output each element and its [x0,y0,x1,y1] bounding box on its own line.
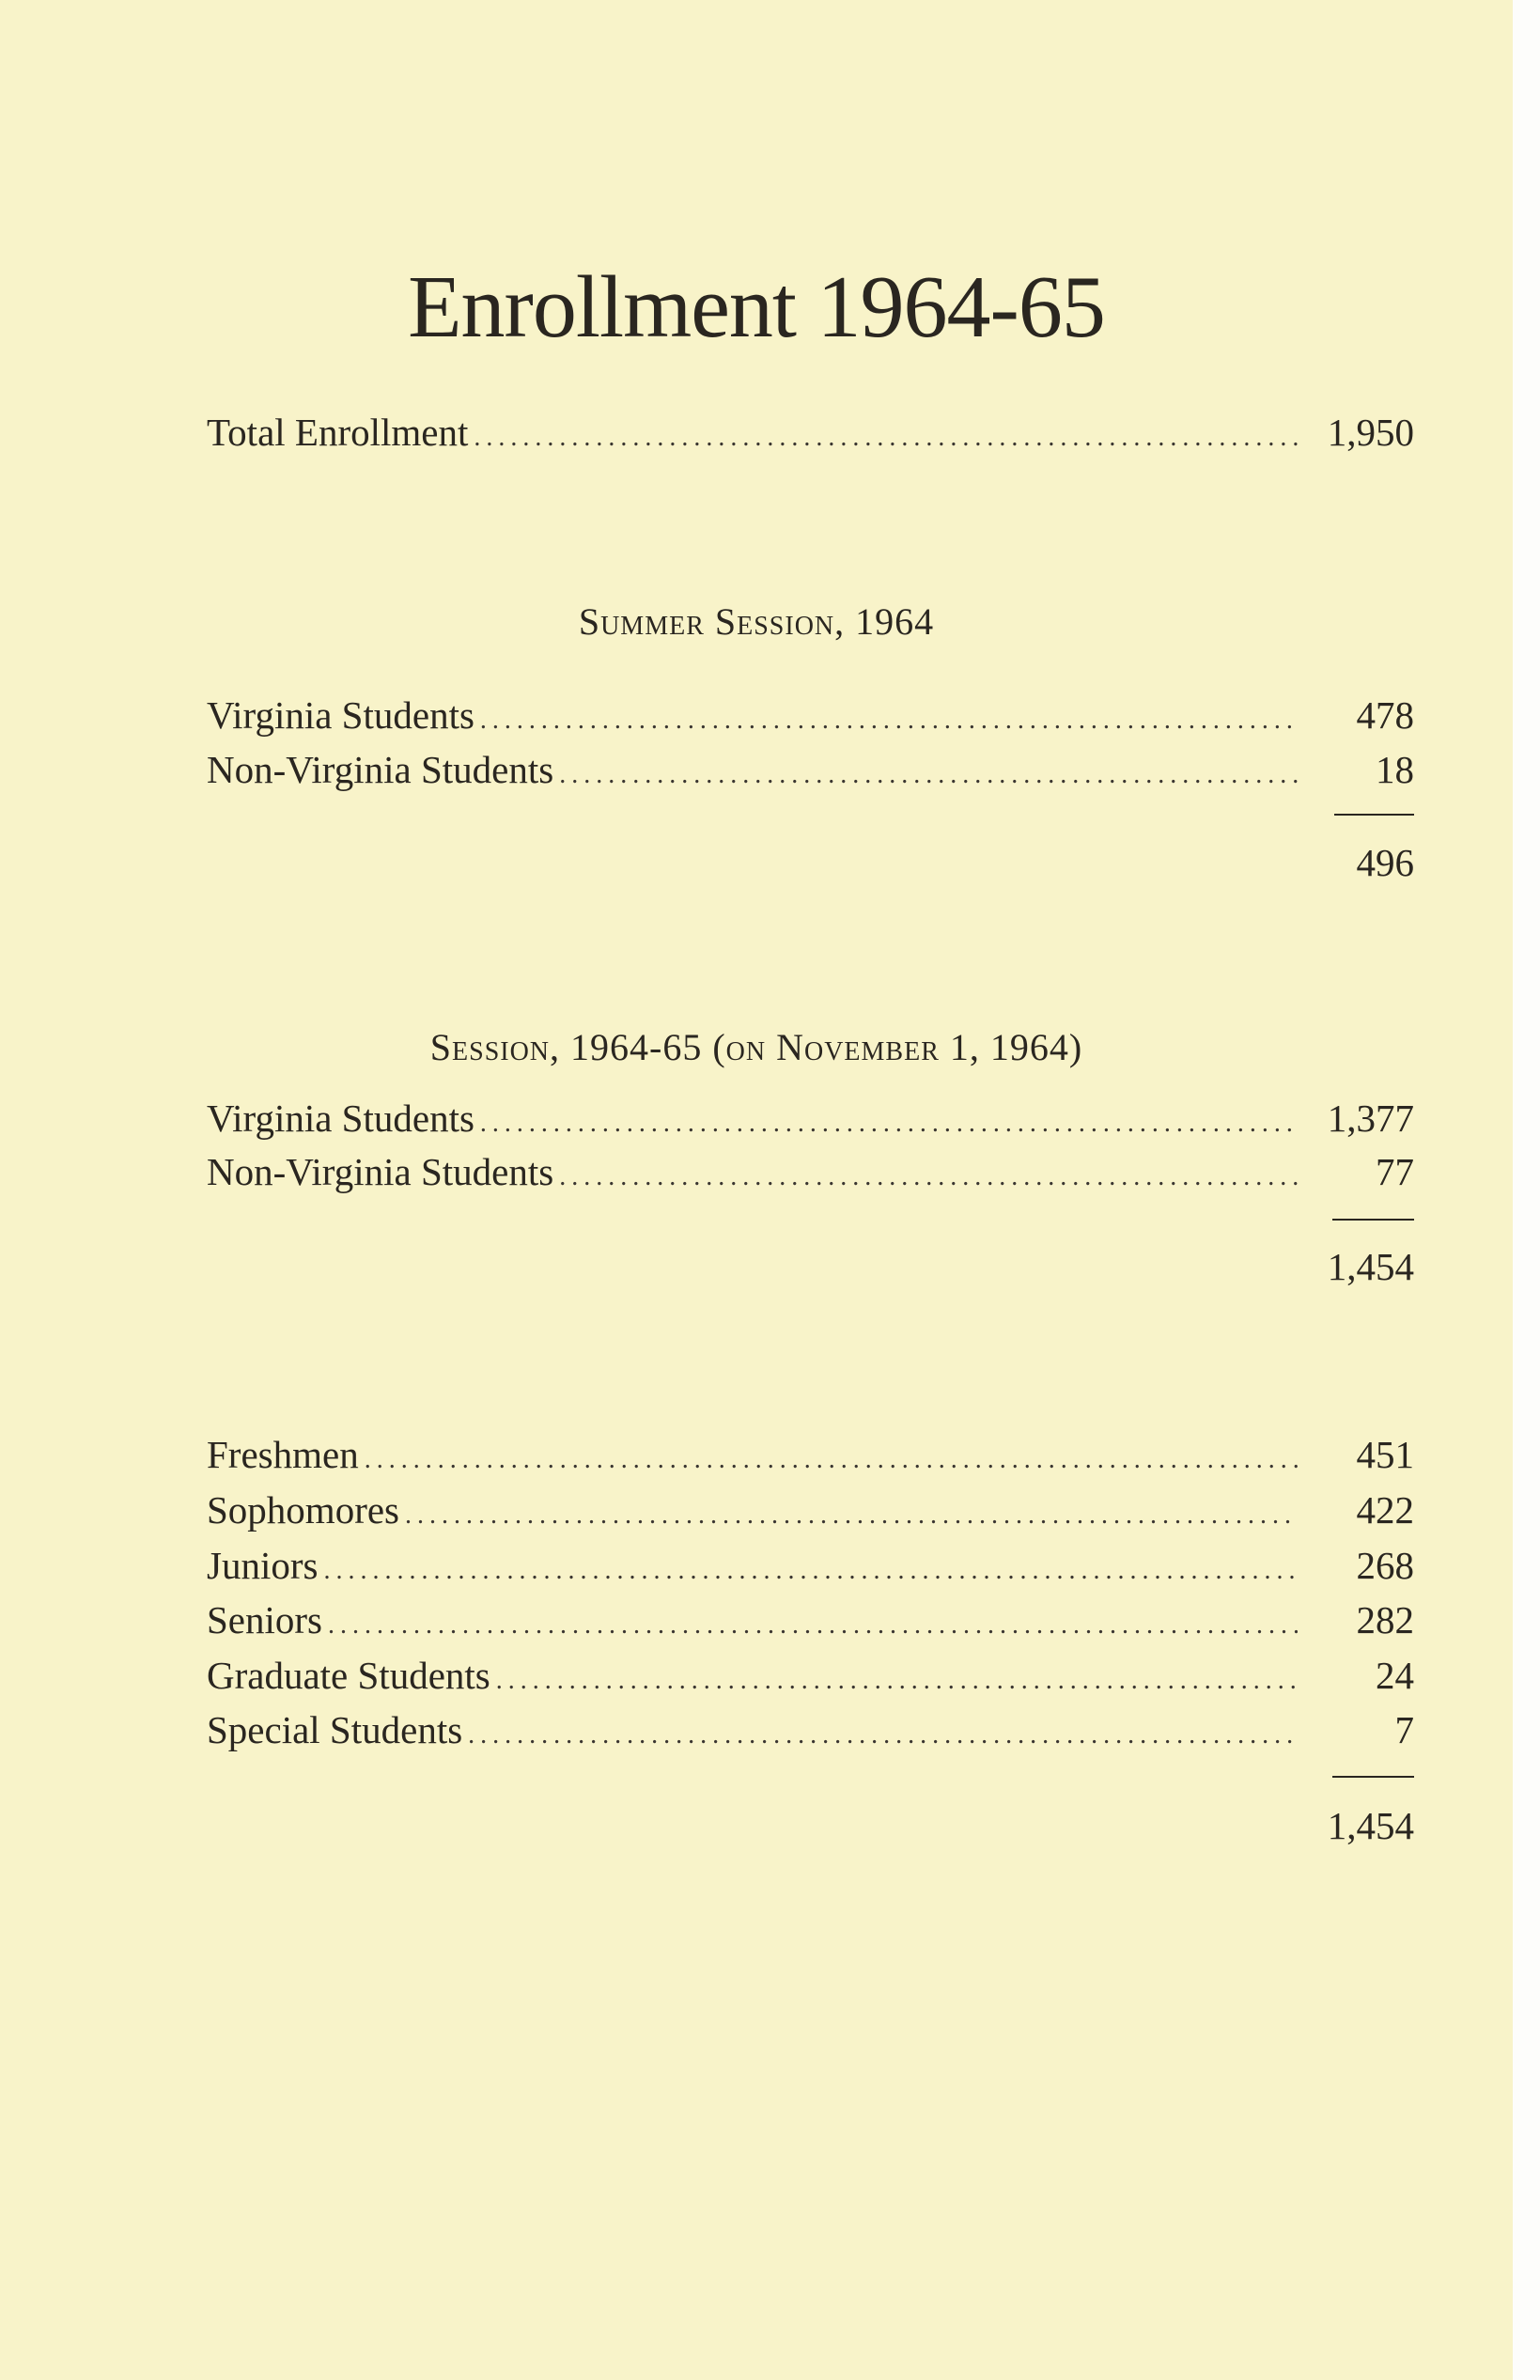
class-row-value: 282 [1356,1598,1414,1641]
summer-row-virginia [207,687,1414,743]
dot-leader [496,1653,1298,1709]
class-row-value: 451 [1356,1433,1414,1476]
dot-leader [468,1707,1298,1764]
classes-total-rule [1332,1776,1414,1778]
class-row-special [207,1702,1414,1758]
class-row-graduate [207,1647,1414,1703]
summer-row-value: 478 [1356,693,1414,737]
class-row-value: 422 [1356,1488,1414,1532]
total-enrollment-row [207,404,1414,460]
dot-leader [323,1543,1298,1599]
summer-session-heading: Summer Session, 1964 [578,600,935,643]
class-row-label: Freshmen [207,1433,359,1476]
page-edge [1513,0,1540,2380]
classes-total: 1,454 [1327,1804,1414,1847]
class-row-sophomores [207,1482,1414,1538]
dot-leader [480,692,1298,749]
dot-leader [328,1597,1298,1654]
class-row-label: Seniors [207,1598,322,1641]
regular-row-label: Non-Virginia Students [207,1150,554,1193]
class-row-seniors [207,1592,1414,1648]
regular-row-value: 77 [1376,1150,1414,1193]
class-row-value: 268 [1356,1544,1414,1587]
class-row-label: Sophomores [207,1488,399,1532]
class-row-label: Special Students [207,1708,463,1751]
regular-row-value: 1,377 [1327,1097,1414,1140]
regular-row-non-virginia [207,1143,1414,1200]
dot-leader [559,1149,1298,1206]
summer-session-total: 496 [1356,841,1414,884]
class-row-value: 7 [1394,1708,1414,1751]
summer-total-rule [1334,814,1414,816]
regular-session-heading: Session, 1964-65 (on November 1, 1964) [429,1026,1083,1068]
dot-leader [474,410,1298,466]
class-row-label: Juniors [207,1544,319,1587]
class-row-freshmen [207,1426,1414,1483]
page-title: Enrollment 1964-65 [408,258,1105,356]
dot-leader [365,1432,1298,1488]
dot-leader [559,747,1298,803]
regular-row-label: Virginia Students [207,1097,474,1140]
total-enrollment-value: 1,950 [1327,411,1414,454]
class-row-juniors [207,1537,1414,1594]
regular-session-total: 1,454 [1327,1245,1414,1288]
dot-leader [405,1487,1298,1544]
summer-row-non-virginia [207,741,1414,798]
summer-row-label: Non-Virginia Students [207,748,554,791]
summer-row-label: Virginia Students [207,693,474,737]
total-enrollment-label: Total Enrollment [207,411,469,454]
class-row-value: 24 [1376,1654,1414,1697]
class-row-label: Graduate Students [207,1654,490,1697]
regular-total-rule [1332,1219,1414,1221]
summer-row-value: 18 [1376,748,1414,791]
regular-row-virginia [207,1090,1414,1146]
